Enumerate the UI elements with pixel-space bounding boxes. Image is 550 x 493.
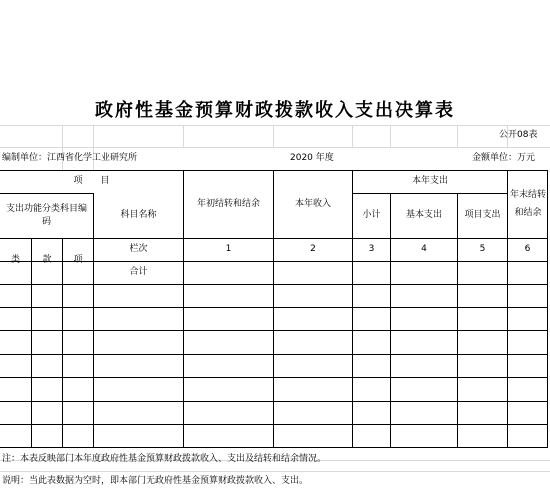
report-title: 政府性基金预算财政拨款收入支出决算表 <box>95 100 455 121</box>
header-subject-name: 科目名称 <box>120 210 157 221</box>
col-index-3: 3 <box>368 244 375 255</box>
col-index-5: 5 <box>479 244 486 255</box>
header-closing-balance: 年末结转和结余 <box>509 190 546 218</box>
header-kuan: 款 <box>42 255 52 266</box>
col-index-2: 2 <box>310 244 316 255</box>
col-index-6: 6 <box>524 244 531 255</box>
header-subtotal: 小计 <box>362 210 381 221</box>
form-number: 公开08表 <box>499 130 538 140</box>
header-lei: 类 <box>10 255 20 266</box>
header-expense: 本年支出 <box>411 176 448 187</box>
amount-unit: 金额单位：万元 <box>472 153 536 163</box>
header-opening-balance: 年初结转和结余 <box>196 198 260 209</box>
report-year: 2020 年度 <box>290 153 334 163</box>
header-income: 本年收入 <box>294 198 331 209</box>
row-index-label: 栏次 <box>129 244 148 255</box>
col-index-4: 4 <box>421 244 427 255</box>
table-note: 注：本表反映部门本年度政府性基金预算财政拨款收入、支出及结转和结余情况。 <box>2 454 327 464</box>
header-item: 项 目 <box>73 176 110 187</box>
header-project-expense: 项目支出 <box>464 210 501 221</box>
header-basic-expense: 基本支出 <box>405 210 442 221</box>
header-xiang: 项 <box>73 255 83 266</box>
table-explanation: 说明：当此表数据为空时，即本部门无政府性基金预算财政拨款收入、支出。 <box>2 476 309 486</box>
header-func-code: 支出功能分类科目编码 <box>5 203 87 227</box>
reporting-unit: 编制单位：江西省化学工业研究所 <box>2 153 138 163</box>
col-index-1: 1 <box>225 244 232 255</box>
total-row-label: 合计 <box>129 267 148 278</box>
